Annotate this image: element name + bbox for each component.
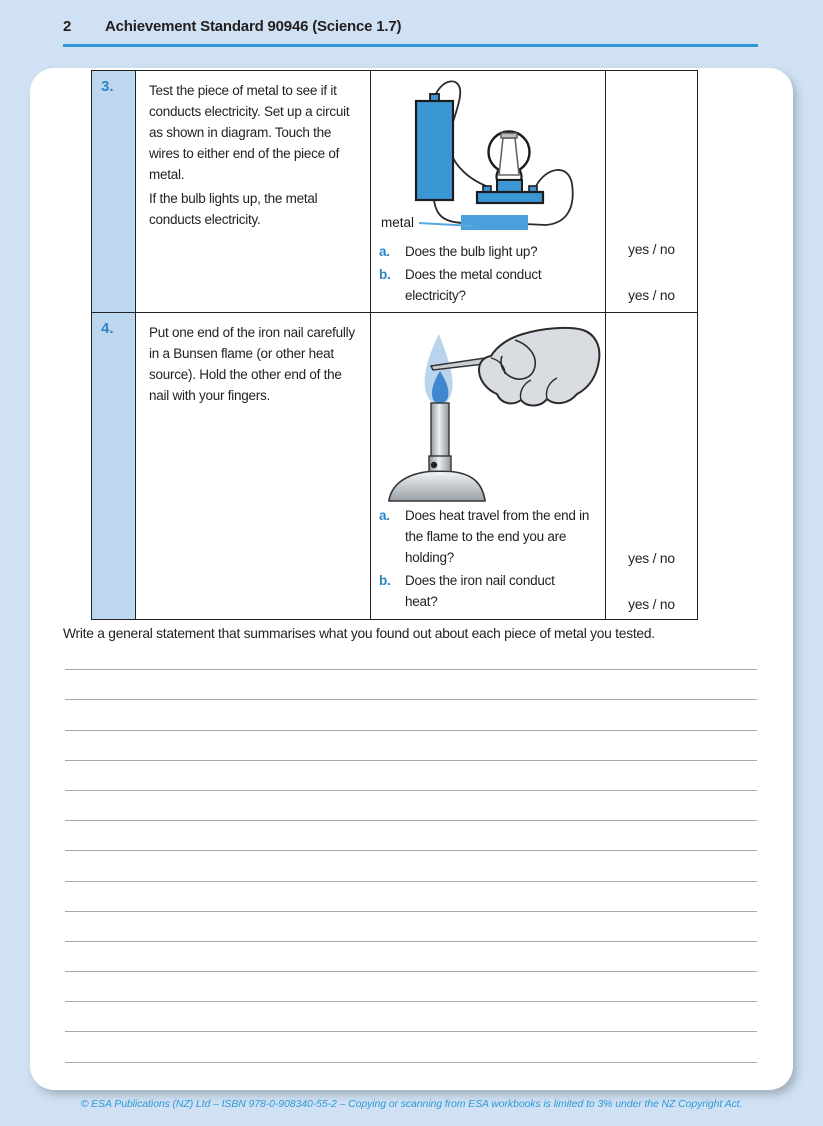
- writing-line: [65, 821, 757, 851]
- circuit-diagram: [373, 74, 605, 240]
- bunsen-burner-diagram: [373, 316, 605, 508]
- row4-figure-cell: [371, 313, 606, 620]
- row3-answer-cell: [606, 71, 698, 313]
- question-text: Does heat travel from the end in the flame to the end you are holding?: [405, 508, 590, 565]
- row4-number: 4.: [92, 313, 136, 620]
- air-hole: [431, 462, 437, 468]
- question-b: [379, 570, 601, 612]
- writing-line: [65, 1032, 757, 1062]
- yes-no-answer: yes / no: [628, 551, 675, 566]
- yes-no-answer: yes / no: [628, 242, 675, 257]
- row3-number: 3.: [92, 71, 136, 313]
- question-a: [379, 505, 601, 568]
- row4-questions: [379, 505, 601, 614]
- row3-figure-cell: [371, 71, 606, 313]
- yes-no-answer: yes / no: [628, 288, 675, 303]
- writing-line: [65, 851, 757, 881]
- hand: [479, 328, 599, 406]
- page-title: Achievement Standard 90946 (Science 1.7): [105, 18, 402, 35]
- row3-instructions: [136, 71, 371, 313]
- metal-label: metal: [381, 215, 415, 230]
- bulb-base-plate: [477, 192, 543, 203]
- summary-prompt: Write a general statement that summarises what you found out about each piece of metal you tested.: [63, 626, 655, 641]
- bulb-socket: [497, 180, 522, 192]
- experiment-table: [91, 70, 698, 620]
- writing-line: [65, 731, 757, 761]
- metal-strip: [461, 215, 528, 230]
- yes-no-answer: yes / no: [628, 597, 675, 612]
- row4-answer-cell: [606, 313, 698, 620]
- row3-questions: [379, 241, 601, 308]
- table-row-3: [92, 71, 698, 313]
- table-row-4: [92, 313, 698, 620]
- question-marker: a.: [379, 244, 390, 259]
- writing-line: [65, 942, 757, 972]
- question-marker: a.: [379, 508, 390, 523]
- question-text: Does the bulb light up?: [405, 244, 538, 259]
- row3-instruction-paragraph: If the bulb lights up, the metal conducts electricity.: [149, 191, 318, 227]
- writing-lines: [65, 640, 757, 1063]
- bulb-filament-top: [501, 133, 517, 138]
- question-text: Does the metal conduct electricity?: [405, 267, 542, 303]
- question-marker: b.: [379, 573, 391, 588]
- question-text: Does the iron nail conduct heat?: [405, 573, 555, 609]
- wire: [434, 200, 463, 223]
- writing-line: [65, 700, 757, 730]
- burner-base: [389, 471, 485, 501]
- writing-line: [65, 670, 757, 700]
- writing-line: [65, 640, 757, 670]
- copyright-footer: © ESA Publications (NZ) Ltd – ISBN 978-0-908340-55-2 – Copying or scanning from ESA workbooks is limited to 3% under the NZ Copyright Act.: [80, 1098, 743, 1110]
- writing-line: [65, 972, 757, 1002]
- row4-instruction-paragraph: Put one end of the iron nail carefully in a Bunsen flame (or other heat source). Hold the other end of the nail with your fingers.: [149, 325, 355, 403]
- header-divider: [63, 44, 758, 47]
- bulb-filament: [499, 138, 519, 175]
- writing-line: [65, 912, 757, 942]
- row3-instruction-paragraph: Test the piece of metal to see if it conducts electricity. Set up a circuit as shown in diagram. Touch the wires to either end of the piece of metal.: [149, 83, 350, 182]
- question-b: [379, 264, 601, 306]
- writing-line: [65, 761, 757, 791]
- writing-line: [65, 1002, 757, 1032]
- row4-instructions: [136, 313, 371, 620]
- writing-line: [65, 791, 757, 821]
- page-number: 2: [63, 18, 72, 35]
- writing-line: [65, 882, 757, 912]
- battery: [416, 101, 453, 200]
- worksheet-card: [30, 68, 793, 1090]
- question-marker: b.: [379, 267, 391, 282]
- question-a: [379, 241, 601, 262]
